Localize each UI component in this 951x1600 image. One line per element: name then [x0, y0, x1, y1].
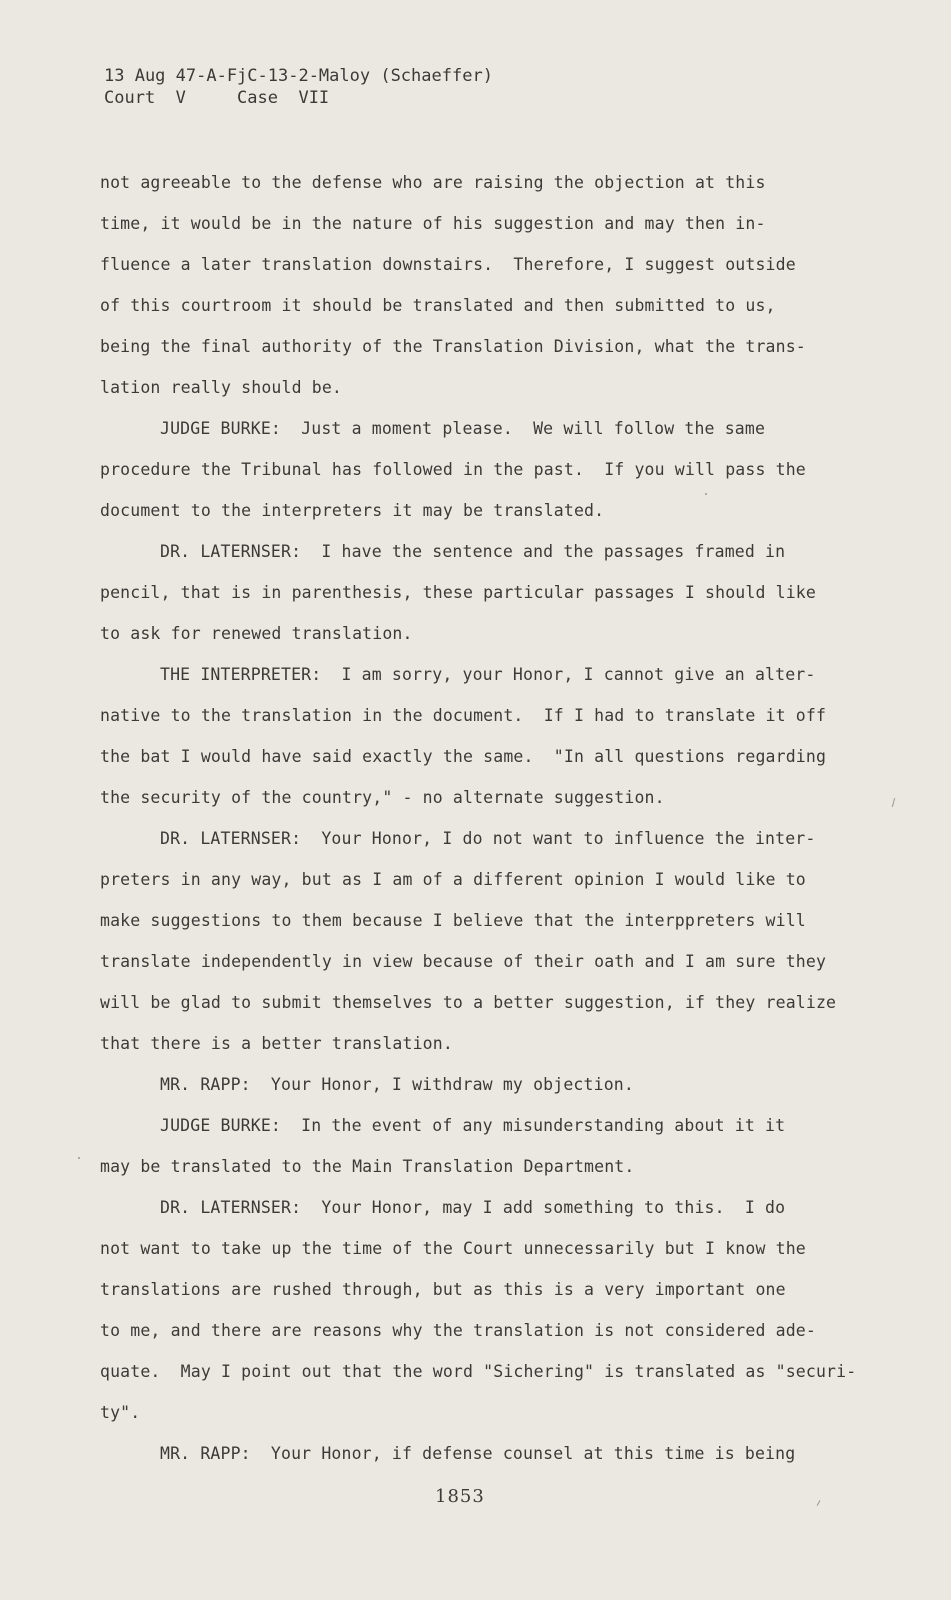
transcript-line: to me, and there are reasons why the translation is not considered ade-	[100, 1321, 816, 1340]
page-number: 1853	[435, 1486, 485, 1507]
transcript-line: preters in any way, but as I am of a different opinion I would like to	[100, 870, 806, 889]
transcript-line: translations are rushed through, but as this is a very important one	[100, 1280, 786, 1299]
transcript-line: MR. RAPP: Your Honor, if defense counsel at this time is being	[160, 1444, 796, 1463]
transcript-body	[100, 162, 890, 1474]
transcript-line: JUDGE BURKE: In the event of any misunderstanding about it it	[160, 1116, 786, 1135]
transcript-line: lation really should be.	[100, 378, 343, 397]
transcript-line: translate independently in view because of their oath and I am sure they	[100, 952, 827, 971]
transcript-line: not want to take up the time of the Court unnecessarily but I know the	[100, 1239, 806, 1258]
transcript-line: may be translated to the Main Translation Department.	[100, 1157, 635, 1176]
transcript-line: of this courtroom it should be translated and then submitted to us,	[100, 296, 776, 315]
transcript-line: the security of the country," - no alternate suggestion.	[100, 788, 665, 807]
transcript-line: MR. RAPP: Your Honor, I withdraw my objection.	[160, 1075, 634, 1094]
transcript-line: ty".	[100, 1403, 141, 1422]
transcript-line: not agreeable to the defense who are raising the objection at this	[100, 173, 766, 192]
transcript-line: DR. LATERNSER: Your Honor, may I add something to this. I do	[160, 1198, 786, 1217]
transcript-line: procedure the Tribunal has followed in the past. If you will pass the	[100, 460, 806, 479]
transcript-line: native to the translation in the document. If I had to translate it off	[100, 706, 827, 725]
transcript-line: pencil, that is in parenthesis, these particular passages I should like	[100, 583, 816, 602]
transcript-line: quate. May I point out that the word "Sichering" is translated as "securi-	[100, 1362, 857, 1381]
transcript-line: that there is a better translation.	[100, 1034, 453, 1053]
transcript-line: document to the interpreters it may be translated.	[100, 501, 605, 520]
paper-speck	[817, 1500, 821, 1506]
transcript-line: time, it would be in the nature of his suggestion and may then in-	[100, 214, 766, 233]
transcript-line: make suggestions to them because I believe that the interppreters will	[100, 911, 806, 930]
transcript-line: the bat I would have said exactly the same. "In all questions regarding	[100, 747, 827, 766]
paper-speck	[892, 798, 895, 807]
paper-speck	[78, 1157, 80, 1159]
transcript-line: being the final authority of the Translation Division, what the trans-	[100, 337, 806, 356]
header-docket-line: 13 Aug 47-A-FjC-13-2-Maloy (Schaeffer)	[104, 66, 493, 86]
paper-speck	[705, 493, 707, 495]
transcript-line: DR. LATERNSER: Your Honor, I do not want to influence the inter-	[160, 829, 816, 848]
transcript-line: JUDGE BURKE: Just a moment please. We will follow the same	[160, 419, 766, 438]
header-court-case-line: Court V Case VII	[104, 88, 330, 108]
transcript-line: THE INTERPRETER: I am sorry, your Honor, I cannot give an alter-	[160, 665, 816, 684]
transcript-line: fluence a later translation downstairs. Therefore, I suggest outside	[100, 255, 796, 274]
transcript-line: will be glad to submit themselves to a better suggestion, if they realize	[100, 993, 837, 1012]
transcript-line: DR. LATERNSER: I have the sentence and the passages framed in	[160, 542, 786, 561]
document-header	[104, 65, 493, 109]
transcript-line: to ask for renewed translation.	[100, 624, 413, 643]
